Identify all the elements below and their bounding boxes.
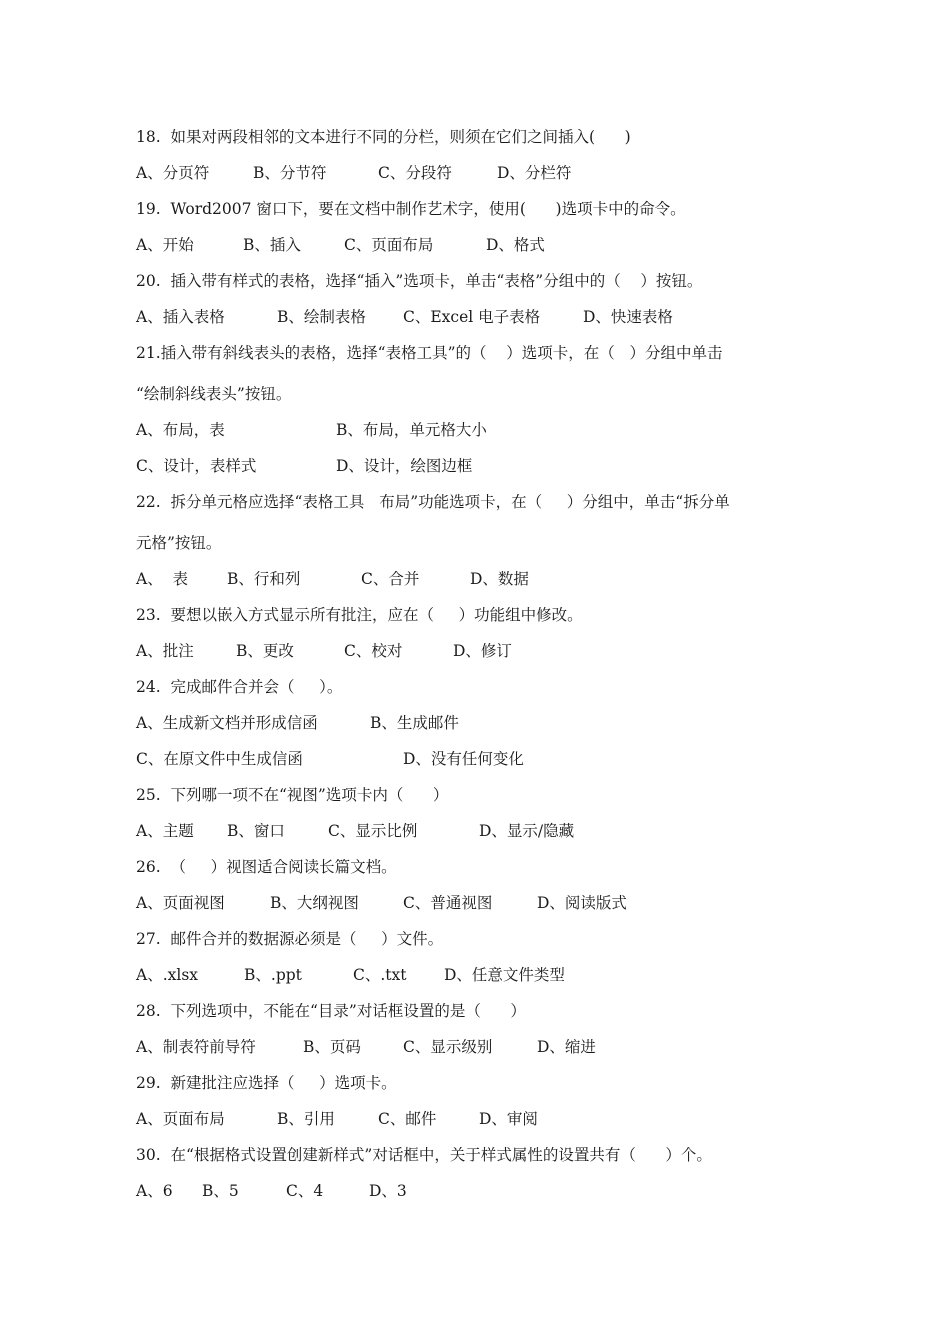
question-27-option-c: C、.txt [353,966,407,984]
question-25-option-d: D、显示/隐藏 [479,822,575,840]
question-23-option-d: D、修订 [453,642,512,660]
question-30-option-b: B、5 [202,1182,239,1200]
question-26-option-d: D、阅读版式 [537,894,627,912]
question-23-option-c: C、校对 [344,642,403,660]
question-29-option-c: C、邮件 [378,1110,437,1128]
question-25-option-b: B、窗口 [227,822,285,840]
question-28-option-c: C、显示级别 [403,1038,493,1056]
question-21-stem-continued: “绘制斜线表头”按钮。 [136,385,292,403]
question-29-option-a: A、页面布局 [136,1110,225,1128]
question-22-option-a: A、 表 [136,570,189,588]
question-25-option-a: A、主题 [136,822,194,840]
question-23-stem: 23. 要想以嵌入方式显示所有批注，应在（ ）功能组中修改。 [136,606,583,624]
question-20-option-d: D、快速表格 [583,308,673,326]
question-19-option-c: C、页面布局 [344,236,434,254]
question-20-option-a: A、插入表格 [136,308,225,326]
question-28-option-a: A、制表符前导符 [136,1038,256,1056]
question-23-option-b: B、更改 [236,642,294,660]
question-22-stem-continued: 元格”按钮。 [136,534,222,552]
question-23-option-a: A、批注 [136,642,194,660]
question-27-option-d: D、任意文件类型 [444,966,565,984]
question-29-option-b: B、引用 [277,1110,335,1128]
question-21-option-a: A、布局，表 [136,421,225,439]
question-18-option-b: B、分节符 [253,164,327,182]
question-29-stem: 29. 新建批注应选择（ ）选项卡。 [136,1074,397,1092]
question-28-option-d: D、缩进 [537,1038,596,1056]
question-26-option-a: A、页面视图 [136,894,225,912]
question-27-stem: 27. 邮件合并的数据源必须是（ ）文件。 [136,930,444,948]
question-19-option-b: B、插入 [243,236,301,254]
question-22-stem: 22. 拆分单元格应选择“表格工具 布局”功能选项卡，在（ ）分组中，单击“拆分单 [136,493,730,511]
question-30-option-d: D、3 [369,1182,407,1200]
question-21-stem: 21.插入带有斜线表头的表格，选择“表格工具”的（ ）选项卡，在（ ）分组中单击 [136,344,723,362]
question-18-option-a: A、分页符 [136,164,210,182]
question-20-option-b: B、绘制表格 [277,308,366,326]
question-26-stem: 26. （ ）视图适合阅读长篇文档。 [136,858,397,876]
question-19-stem: 19. Word2007 窗口下，要在文档中制作艺术字，使用( )选项卡中的命令。 [136,200,686,218]
question-30-option-a: A、6 [136,1182,173,1200]
question-26-option-c: C、普通视图 [403,894,493,912]
question-30-option-c: C、4 [286,1182,324,1200]
question-22-option-c: C、合并 [361,570,420,588]
question-21-option-d: D、设计，绘图边框 [336,457,473,475]
question-21-option-c: C、设计，表样式 [136,457,257,475]
question-22-option-d: D、数据 [470,570,529,588]
question-24-option-b: B、生成邮件 [370,714,459,732]
question-24-option-a: A、生成新文档并形成信函 [136,714,318,732]
question-24-option-c: C、在原文件中生成信函 [136,750,303,768]
question-18-option-d: D、分栏符 [497,164,572,182]
question-28-stem: 28. 下列选项中，不能在“目录”对话框设置的是（ ） [136,1002,526,1020]
question-21-option-b: B、布局，单元格大小 [336,421,487,439]
question-27-option-a: A、.xlsx [136,966,199,984]
question-26-option-b: B、大纲视图 [270,894,359,912]
question-25-option-c: C、显示比例 [328,822,418,840]
question-24-option-d: D、没有任何变化 [403,750,524,768]
question-29-option-d: D、审阅 [479,1110,538,1128]
question-28-option-b: B、页码 [303,1038,361,1056]
question-27-option-b: B、.ppt [244,966,302,984]
question-30-stem: 30. 在“根据格式设置创建新样式”对话框中，关于样式属性的设置共有（ ）个。 [136,1146,712,1164]
question-22-option-b: B、行和列 [227,570,301,588]
question-24-stem: 24. 完成邮件合并会（ ）。 [136,678,343,696]
question-18-option-c: C、分段符 [378,164,452,182]
question-19-option-a: A、开始 [136,236,194,254]
question-19-option-d: D、格式 [486,236,545,254]
question-25-stem: 25. 下列哪一项不在“视图”选项卡内（ ） [136,786,449,804]
question-20-option-c: C、Excel 电子表格 [403,308,541,326]
question-20-stem: 20. 插入带有样式的表格，选择“插入”选项卡，单击“表格”分组中的（ ）按钮。 [136,272,703,290]
question-18-stem: 18. 如果对两段相邻的文本进行不同的分栏，则须在它们之间插入( ) [136,128,631,146]
